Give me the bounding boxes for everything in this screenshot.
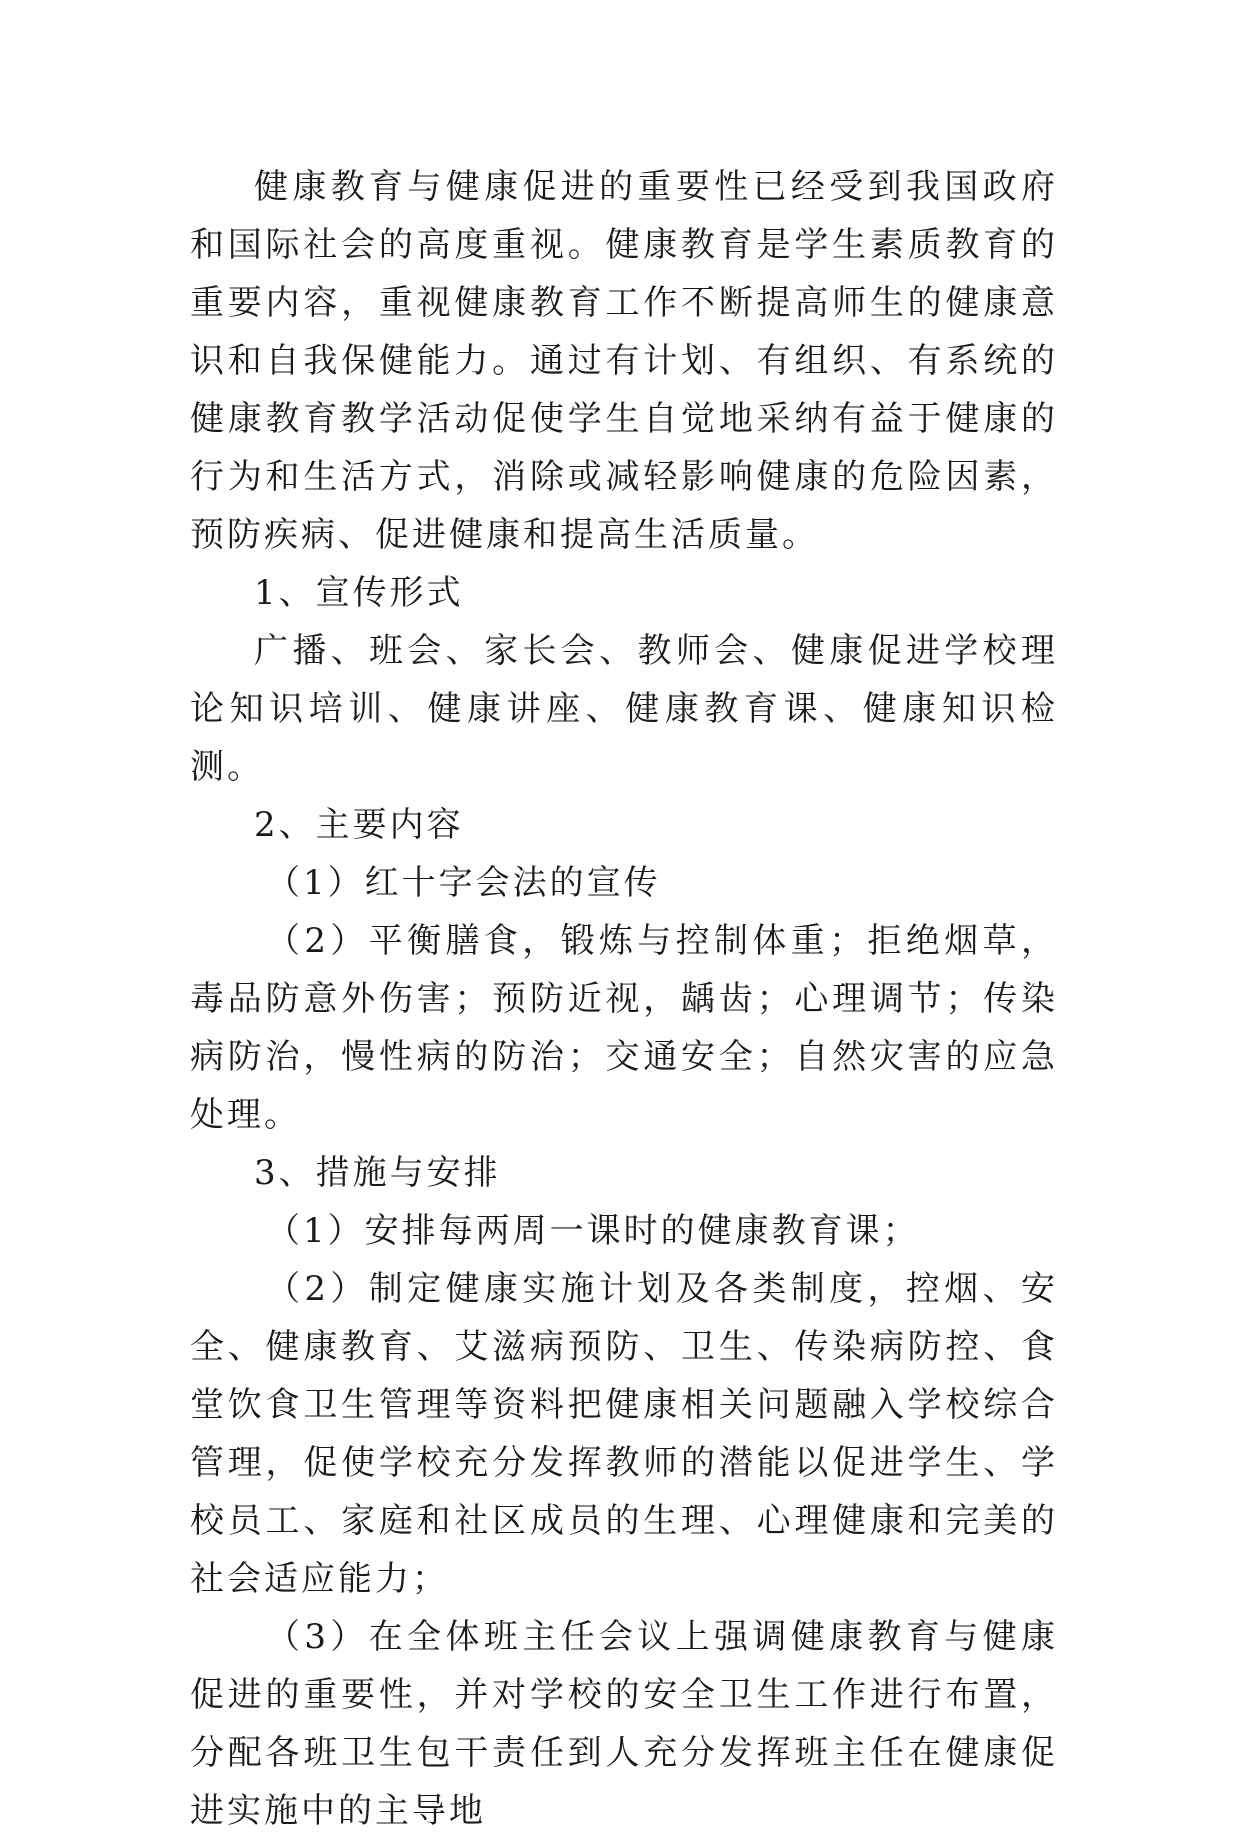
paragraph-intro: 健康教育与健康促进的重要性已经受到我国政府和国际社会的高度重视。健康教育是学生素质教育的重要内容，重视健康教育工作不断提高师生的健康意识和自我保健能力。通过有计划、有组织、有系统的健康教育教学活动促使学生自觉地采纳有益于健康的行为和生活方式，消除或减轻影响健康的危险因素，预防疾病、促进健康和提高生活质量。: [190, 167, 1058, 555]
list-item-content-2: （2）平衡膳食，锻炼与控制体重；拒绝烟草，毒品防意外伤害；预防近视，龋齿；心理调节；传染病防治，慢性病的防治；交通安全；自然灾害的应急处理。: [190, 921, 1058, 1135]
heading-main-content: 2、主要内容: [254, 805, 464, 845]
heading-measures: 3、措施与安排: [254, 1153, 501, 1193]
list-item-measure-2: （2）制定健康实施计划及各类制度，控烟、安全、健康教育、艾滋病预防、卫生、传染病防控、食堂饮食卫生管理等资料把健康相关问题融入学校综合管理，促使学校充分发挥教师的潜能以促进学生、学校员工、家庭和社区成员的生理、心理健康和完美的社会适应能力；: [190, 1269, 1058, 1599]
heading-publicity-forms: 1、宣传形式: [254, 573, 464, 613]
list-item-measure-1: （1）安排每两周一课时的健康教育课；: [266, 1211, 920, 1251]
paragraph-publicity-forms: 广播、班会、家长会、教师会、健康促进学校理论知识培训、健康讲座、健康教育课、健康知识检测。: [190, 631, 1058, 787]
list-item-content-1: （1）红十字会法的宣传: [266, 863, 661, 903]
document-body: [190, 158, 1058, 1840]
list-item-measure-3: （3）在全体班主任会议上强调健康教育与健康促进的重要性，并对学校的安全卫生工作进行布置，分配各班卫生包干责任到人充分发挥班主任在健康促进实施中的主导地: [190, 1617, 1058, 1831]
